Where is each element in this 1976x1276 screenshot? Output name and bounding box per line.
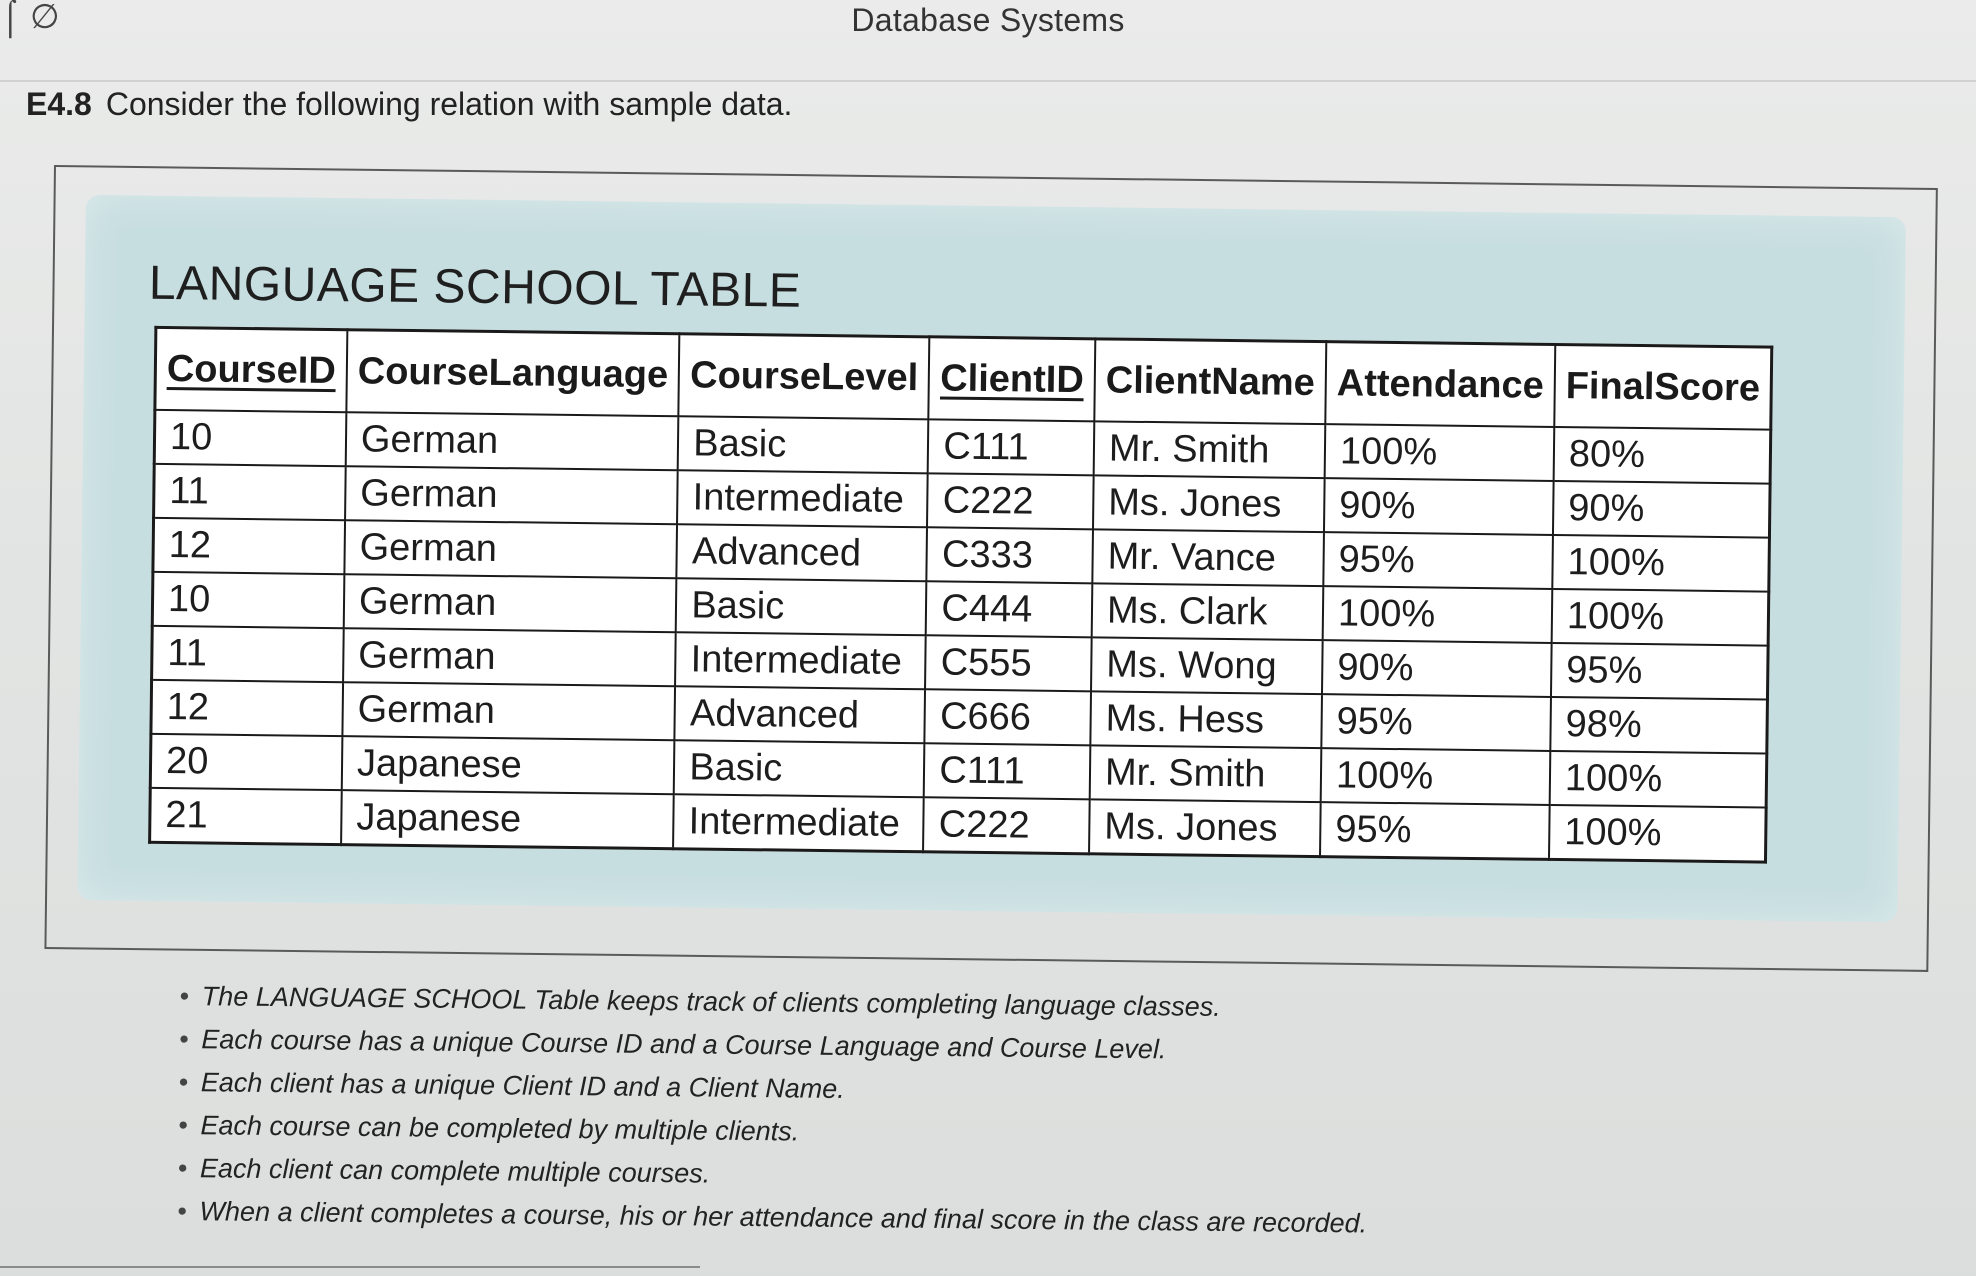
cell-courselanguage: German xyxy=(342,682,675,740)
header-divider xyxy=(0,80,1976,82)
cell-courselevel: Basic xyxy=(678,416,929,473)
cell-courselevel: Intermediate xyxy=(673,794,924,852)
list-item: • Each course has a unique Course ID and a Course Language and Course Level. xyxy=(179,1018,1779,1078)
page-header-title: Database Systems xyxy=(851,2,1125,38)
cell-courselevel: Basic xyxy=(674,740,925,797)
cell-finalscore: 90% xyxy=(1553,481,1770,538)
cell-clientid: C222 xyxy=(927,473,1093,529)
cell-courseid: 11 xyxy=(152,626,344,682)
cell-finalscore: 95% xyxy=(1551,643,1768,700)
cell-clientid: C666 xyxy=(925,689,1091,745)
cell-finalscore: 98% xyxy=(1550,697,1767,754)
cell-finalscore: 100% xyxy=(1550,751,1767,808)
cell-courselanguage: German xyxy=(344,574,677,632)
cell-courseid: 21 xyxy=(150,788,342,845)
cell-finalscore: 100% xyxy=(1552,535,1769,592)
cell-clientname: Ms. Hess xyxy=(1090,691,1322,748)
cell-clientname: Ms. Clark xyxy=(1092,583,1324,640)
cell-courselevel: Intermediate xyxy=(675,632,926,689)
cell-clientname: Ms. Jones xyxy=(1089,799,1321,856)
cell-courselevel: Advanced xyxy=(677,524,928,581)
cell-attendance: 95% xyxy=(1321,694,1551,751)
cell-courseid: 11 xyxy=(154,464,346,520)
language-school-table xyxy=(148,326,1773,864)
cell-courselanguage: German xyxy=(343,628,676,686)
cell-courselanguage: German xyxy=(344,520,677,578)
exercise-number: E4.8 xyxy=(26,86,92,122)
cell-attendance: 100% xyxy=(1323,586,1553,643)
cell-courselevel: Basic xyxy=(676,578,927,635)
cell-courselevel: Intermediate xyxy=(677,470,928,527)
exercise-heading xyxy=(26,86,792,123)
cell-attendance: 100% xyxy=(1325,424,1555,481)
column-header-finalscore: FinalScore xyxy=(1554,344,1772,429)
cell-clientname: Mr. Vance xyxy=(1092,529,1324,586)
cell-clientname: Ms. Jones xyxy=(1093,475,1325,532)
cell-clientid: C111 xyxy=(928,419,1094,475)
cell-clientname: Mr. Smith xyxy=(1094,421,1326,478)
cell-clientname: Ms. Wong xyxy=(1091,637,1323,694)
cell-attendance: 90% xyxy=(1322,640,1552,697)
cell-attendance: 90% xyxy=(1324,478,1554,535)
cell-finalscore: 100% xyxy=(1549,805,1766,862)
cell-clientid: C111 xyxy=(924,743,1090,799)
cell-courselanguage: German xyxy=(346,412,679,470)
cell-clientid: C444 xyxy=(926,581,1092,637)
list-item: • Each course can be completed by multiple clients. xyxy=(178,1104,1778,1164)
cell-finalscore: 100% xyxy=(1552,589,1769,646)
cell-clientname: Mr. Smith xyxy=(1090,745,1322,802)
cell-courselanguage: Japanese xyxy=(341,790,674,849)
table-title: LANGUAGE SCHOOL TABLE xyxy=(148,256,802,318)
column-header-attendance: Attendance xyxy=(1325,342,1555,427)
column-header-clientname: ClientName xyxy=(1094,339,1326,424)
cell-attendance: 100% xyxy=(1321,748,1551,805)
cell-courseid: 12 xyxy=(151,680,343,736)
pen-mark-icon: ⌠ ∅ xyxy=(0,0,60,36)
cell-attendance: 95% xyxy=(1323,532,1553,589)
cell-finalscore: 80% xyxy=(1554,427,1771,484)
table-panel xyxy=(77,195,1905,922)
cell-attendance: 95% xyxy=(1320,802,1550,859)
cell-courselanguage: Japanese xyxy=(342,736,675,794)
bottom-divider xyxy=(0,1266,700,1268)
column-header-courselevel: CourseLevel xyxy=(679,334,930,420)
list-item: • When a client completes a course, his or her attendance and final score in the class are recorded. xyxy=(177,1190,1777,1250)
column-header-courselanguage: CourseLanguage xyxy=(346,330,679,417)
list-item: • Each client has a unique Client ID and a Client Name. xyxy=(179,1061,1779,1121)
cell-clientid: C333 xyxy=(927,527,1093,583)
cell-courseid: 10 xyxy=(152,572,344,628)
cell-courseid: 10 xyxy=(154,410,346,466)
list-item: • The LANGUAGE SCHOOL Table keeps track of clients completing language classes. xyxy=(180,975,1780,1035)
cell-courseid: 20 xyxy=(150,734,342,790)
cell-clientid: C555 xyxy=(925,635,1091,691)
cell-courseid: 12 xyxy=(153,518,345,574)
column-header-courseid: CourseID xyxy=(155,327,347,412)
list-item: • Each client can complete multiple courses. xyxy=(178,1147,1778,1207)
exercise-prompt: Consider the following relation with sample data. xyxy=(105,86,793,122)
column-header-clientid: ClientID xyxy=(929,337,1096,422)
cell-courselanguage: German xyxy=(345,466,678,524)
cell-courselevel: Advanced xyxy=(675,686,926,743)
notes-list xyxy=(177,975,1780,1250)
cell-clientid: C222 xyxy=(923,797,1089,854)
